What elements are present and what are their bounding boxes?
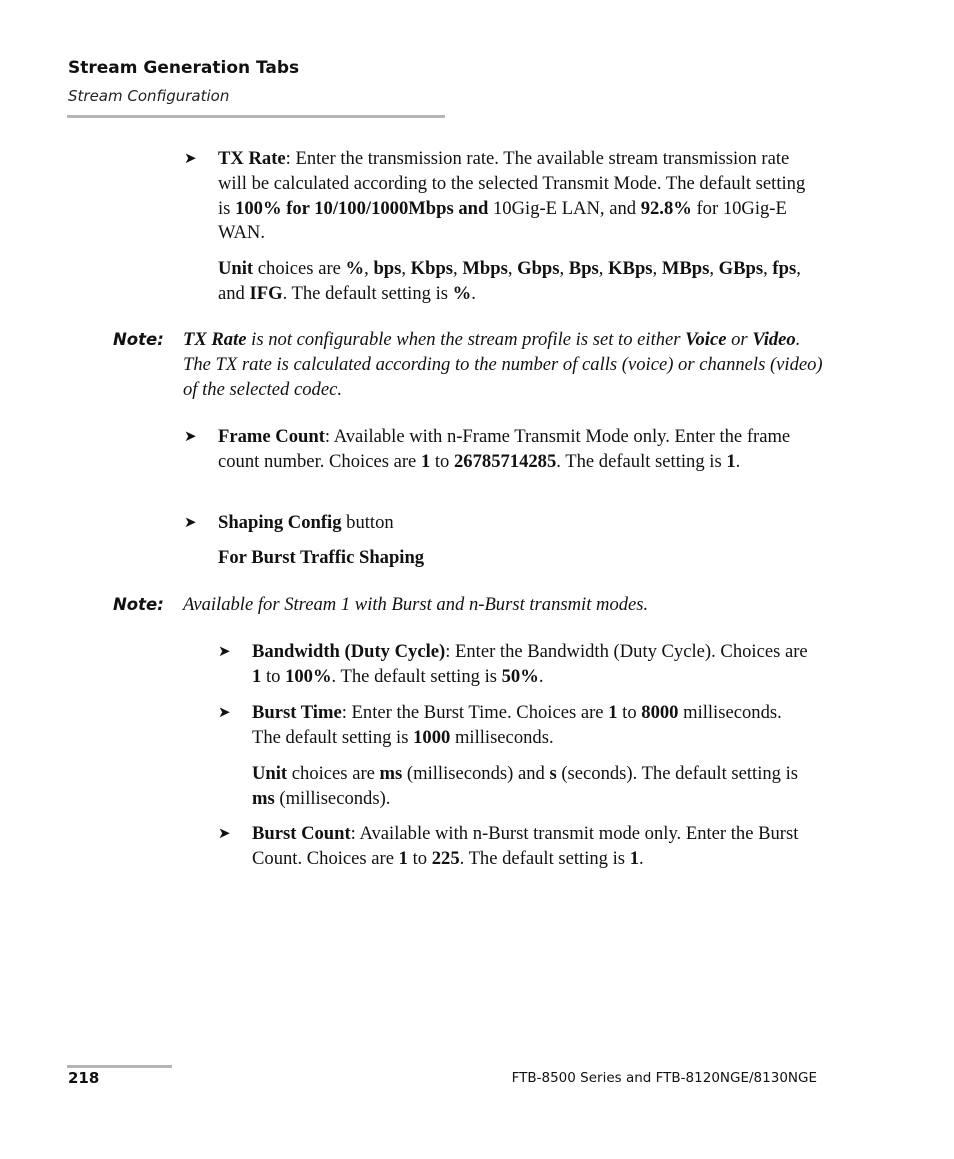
bullet-arrow-icon: ➤ [218,644,231,660]
burst-unit-paragraph: Unit choices are ms (milliseconds) and s (seconds). The default setting is ms (milliseconds). [252,763,799,809]
burst-count-paragraph: Burst Count: Available with n-Burst transmit mode only. Enter the Burst Count. Choices are 1 to 225. The default setting is 1. [252,823,799,869]
tx-rate-paragraph: TX Rate: Enter the transmission rate. The available stream transmission rate will be calculated according to the selected Transmit Mode. The default setting is 100% for 10/100/1000Mbps and 10Gig-E LAN, and 92.8% for 10Gig-E WAN. [218,148,806,244]
burst-shaping-heading: For Burst Traffic Shaping [218,547,425,568]
unit-choices-paragraph: Unit choices are %, bps, Kbps, Mbps, Gbps, Bps, KBps, MBps, GBps, fps, and IFG. The default setting is %. [218,258,801,304]
note-burst-availability: Available for Stream 1 with Burst and n-Burst transmit modes. [183,594,649,615]
unit-term: Unit [252,763,288,784]
frame-count-term: Frame Count [218,426,325,447]
note-label: Note: [113,330,164,349]
frame-count-paragraph: Frame Count: Available with n-Frame Transmit Mode only. Enter the frame count number. Choices are 1 to 26785714285. The default setting is 1. [218,426,791,472]
tx-rate-term: TX Rate [218,148,286,169]
bullet-arrow-icon: ➤ [184,429,197,445]
unit-term: Unit [218,258,254,279]
header-rule [67,115,445,118]
burst-time-term: Burst Time [252,702,342,723]
section-title: Stream Generation Tabs [68,58,300,78]
burst-time-paragraph: Burst Time: Enter the Burst Time. Choices are 1 to 8000 milliseconds. The default setting is 1000 milliseconds. [252,702,782,748]
shaping-config-paragraph: Shaping Config button [218,512,394,533]
bullet-arrow-icon: ➤ [218,826,231,842]
page-number: 218 [68,1069,100,1087]
bandwidth-term: Bandwidth (Duty Cycle) [252,641,446,662]
bullet-arrow-icon: ➤ [184,151,197,167]
bullet-arrow-icon: ➤ [184,515,197,531]
product-name: FTB-8500 Series and FTB-8120NGE/8130NGE [511,1070,817,1086]
note-tx-rate: TX Rate is not configurable when the stream profile is set to either Voice or Video. The TX rate is calculated according to the number of calls (voice) or channels (video) of the selected codec. [183,329,823,400]
footer-rule [67,1065,172,1068]
burst-count-term: Burst Count [252,823,351,844]
bandwidth-paragraph: Bandwidth (Duty Cycle): Enter the Bandwidth (Duty Cycle). Choices are 1 to 100%. The default setting is 50%. [252,641,808,687]
note-label: Note: [113,595,164,614]
bullet-arrow-icon: ➤ [218,705,231,721]
shaping-config-term: Shaping Config [218,512,342,533]
subsection-title: Stream Configuration [68,87,230,105]
